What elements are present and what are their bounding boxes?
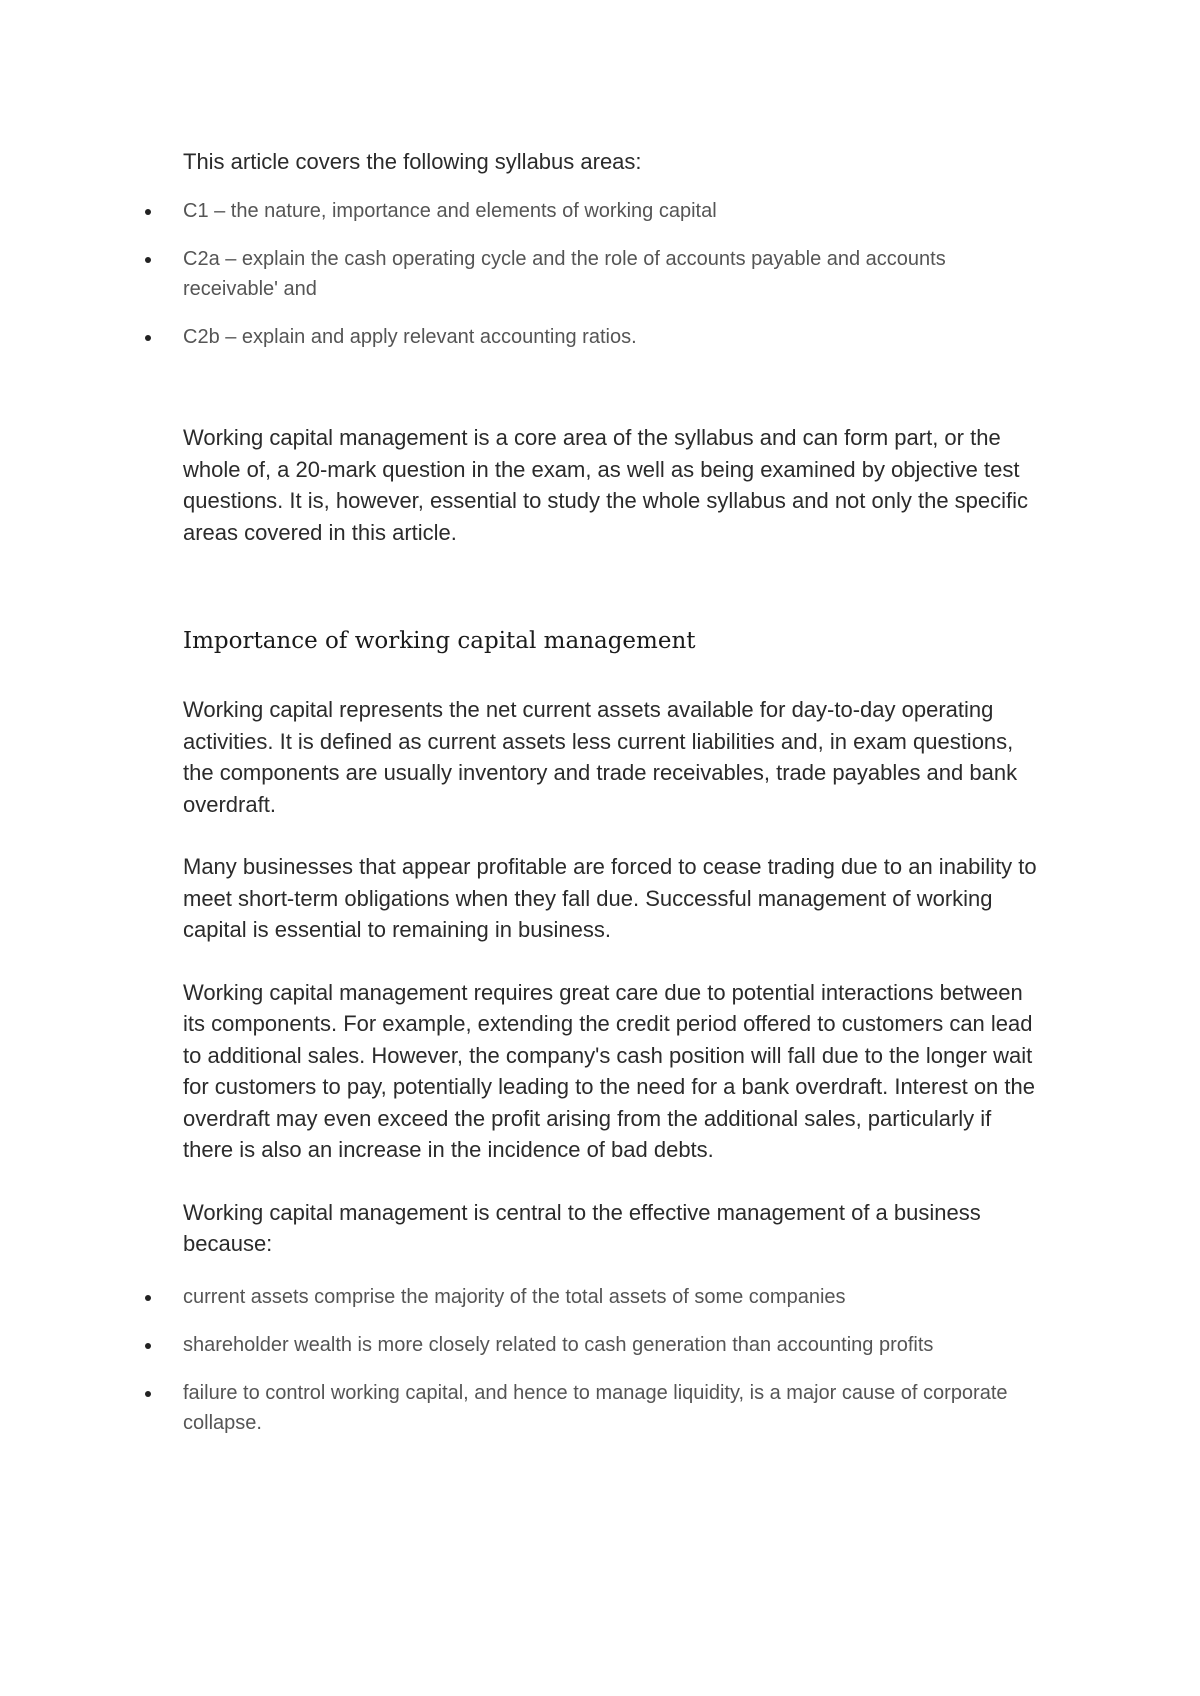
syllabus-list [183, 196, 1043, 352]
paragraph-profitable-businesses: Many businesses that appear profitable are forced to cease trading due to an inability to meet short-term obligations when they fall due. Successful management of working capital is essential to remaining in business. [183, 854, 1037, 942]
bullet-icon [145, 1295, 151, 1301]
bullet-icon [145, 1343, 151, 1349]
section-heading: Importance of working capital management [183, 628, 696, 654]
reason-item-current-assets: current assets comprise the majority of the total assets of some companies [183, 1285, 846, 1308]
list-item [183, 1330, 1043, 1360]
paragraph-definition: Working capital represents the net current assets available for day-to-day operating activities. It is defined as current assets less current liabilities and, in exam questions, the components are usually inventory and trade receivables, trade payables and bank overdraft. [183, 697, 1018, 817]
reasons-list [183, 1282, 1043, 1438]
list-item [183, 1378, 1043, 1438]
document-content [183, 147, 1043, 1456]
bullet-icon [145, 209, 151, 215]
bullet-icon [145, 257, 151, 263]
list-item [183, 1282, 1043, 1312]
bullet-icon [145, 1391, 151, 1397]
list-item [183, 322, 1043, 352]
intro-lead: This article covers the following syllabus areas: [183, 149, 642, 174]
reason-item-shareholder-wealth: shareholder wealth is more closely related to cash generation than accounting profits [183, 1333, 934, 1356]
syllabus-item-c2a: C2a – explain the cash operating cycle and the role of accounts payable and accounts receivable' and [183, 248, 946, 300]
paragraph-central-because: Working capital management is central to the effective management of a business because: [183, 1199, 981, 1256]
list-item [183, 244, 1043, 304]
bullet-icon [145, 335, 151, 341]
list-item [183, 196, 1043, 226]
paragraph-interactions: Working capital management requires great care due to potential interactions between its components. For example, extending the credit period offered to customers can lead to additional sales. However, the company's cash position will fall due to the longer wait for customers to pay, potentially leading to the need for a bank overdraft. Interest on the overdraft may even exceed the profit arising from the additional sales, particularly if there is also an increase in the incidence of bad debts. [183, 979, 1035, 1162]
syllabus-item-c1: C1 – the nature, importance and elements of working capital [183, 200, 717, 222]
syllabus-item-c2b: C2b – explain and apply relevant accounting ratios. [183, 326, 637, 348]
reason-item-failure-to-control: failure to control working capital, and hence to manage liquidity, is a major cause of corporate collapse. [183, 1381, 1008, 1434]
overview-paragraph: Working capital management is a core area of the syllabus and can form part, or the whole of, a 20-mark question in the exam, as well as being examined by objective test questions. It is, however, essential to study the whole syllabus and not only the specific areas covered in this article. [183, 425, 1029, 545]
